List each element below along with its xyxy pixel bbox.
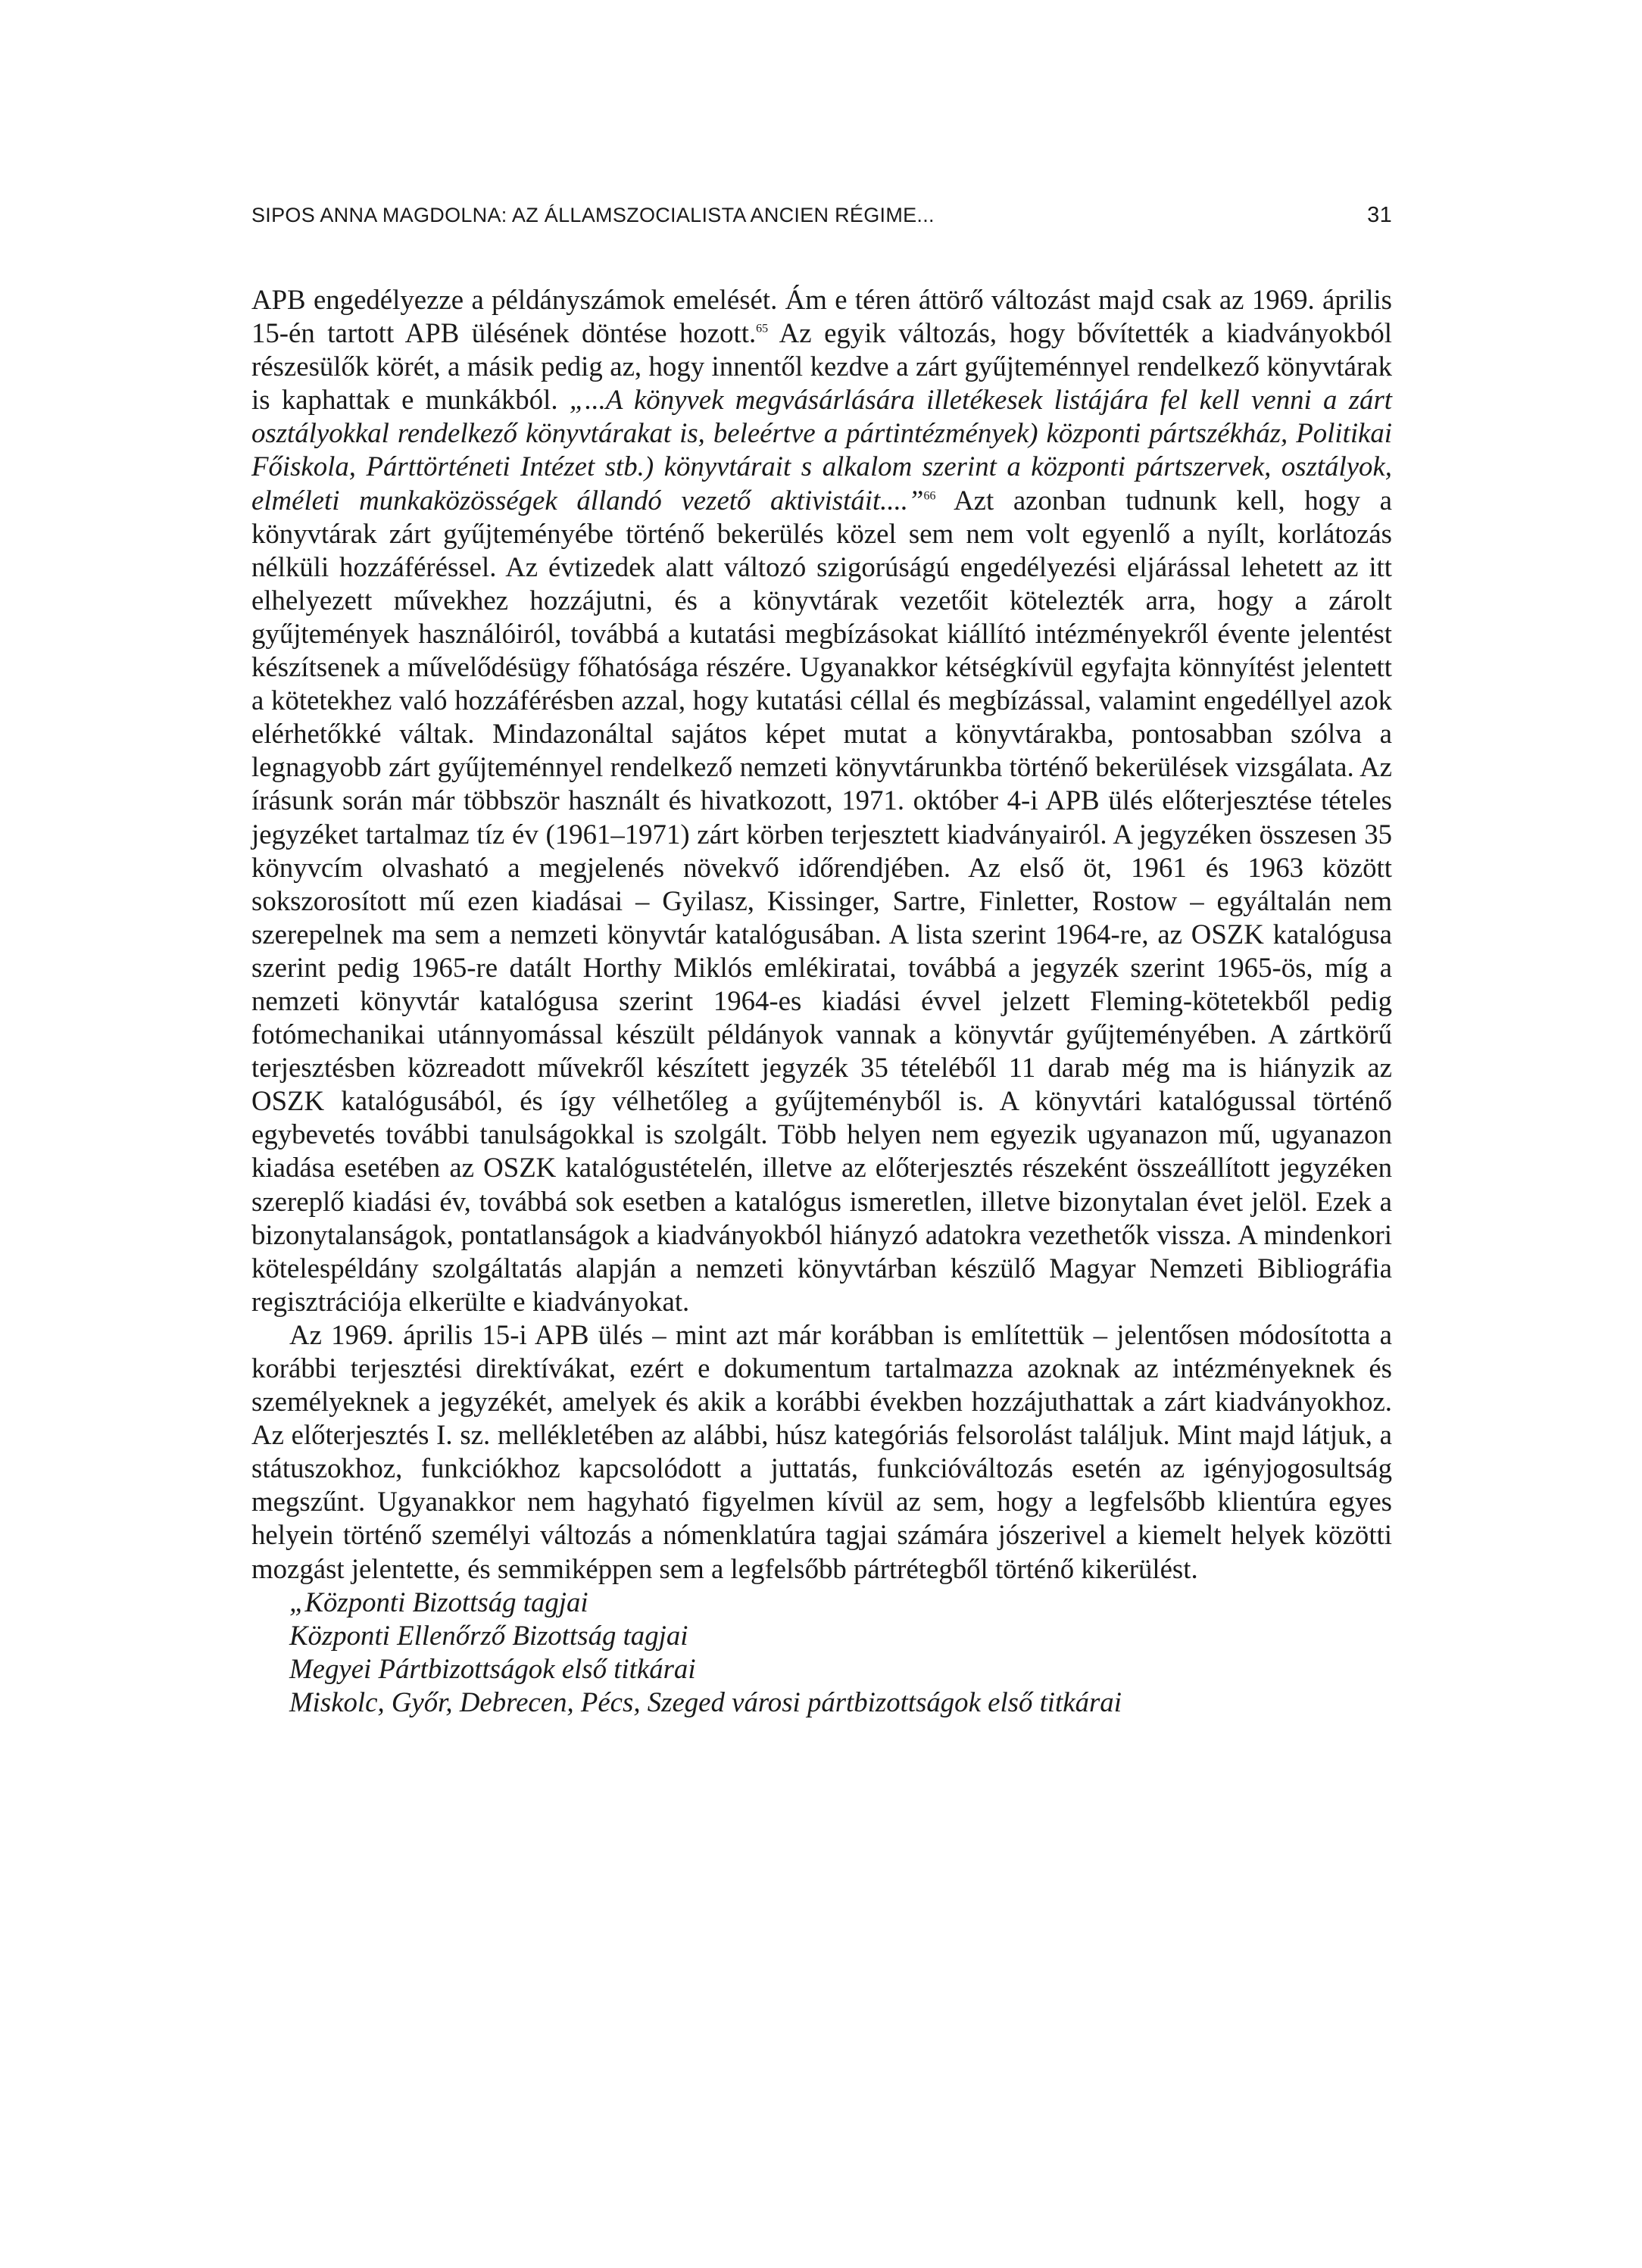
running-header (251, 203, 1392, 233)
list-item: Miskolc, Győr, Debrecen, Pécs, Szeged városi pártbizottságok első titkárai (289, 1686, 1122, 1717)
paragraph-text: Az egyik változás, hogy bővítették a kiadványokból részesülők körét, a másik pedig az, hogy innentől kezdve a zárt gyűjteménnyel rendelkező könyvtárak is kaphattak e munkákból. (251, 317, 1392, 416)
footnote-ref-65[interactable]: 65 (756, 322, 769, 335)
list-item: Központi Ellenőrző Bizottság tagjai (289, 1619, 688, 1651)
paragraph: Az 1969. április 15-i APB ülés – mint azt már korábban is említettük – jelentősen módosította a korábbi terjesztési direktívákat, ezért e dokumentum tartalmazza azoknak az intézményeknek és személyeknek a jegyzékét, amelyek és akik a korábbi években hozzájuthattak a zárt kiadványokhoz. Az előterjesztés I. sz. mellékletében az alábbi, húsz kategóriás felsorolást találjuk. Mint majd látjuk, a státuszokhoz, funkciókhoz kapcsolódott a juttatás, funkcióváltozás esetén az igényjogosultság megszűnt. Ugyanakkor nem hagyható figyelmen kívül az sem, hogy a legfelsőbb klientúra egyes helyein történő személyi változás a nómenklatúra tagjai számára jószerivel a kiemelt helyek közötti mozgást jelentette, és semmiképpen sem a legfelsőbb pártrétegből történő kikerülést. (251, 1318, 1392, 1584)
block-quote: „...A könyvek megvásárlására illetékesek listájára fel kell venni a zárt osztályokkal rendelkező könyvtárakat is, beleértve a pártintézmények) központi pártszékház, Politikai Főiskola, Párttörténeti Intézet stb.) könyvtárait s alkalom szerint a központi pártszervek, osztályok, elméleti munkaközösségek állandó vezető aktivistáit....” (251, 384, 1392, 516)
body-text (251, 283, 1392, 1719)
paragraph-text: Azt azonban tudnunk kell, hogy a könyvtárak zárt gyűjteményébe történő bekerülés közel sem nem volt egyenlő a nyílt, korlátozás nélküli hozzáféréssel. Az évtizedek alatt változó szigorúságú engedélyezési eljárással lehetett az itt elhelyezett művekhez hozzájutni, és a könyvtárak vezetőit kötelezték arra, hogy a zárolt gyűjtemények használóiról, továbbá a kutatási megbízásokat kiállító intézményekről évente jelentést készítsenek a művelődésügy főhatósága részére. Ugyanakkor kétségkívül egyfajta könnyítést jelentett a kötetekhez való hozzáférésben azzal, hogy kutatási céllal és megbízással, valamint engedéllyel azok elérhetőkké váltak. Mindazonáltal sajátos képet mutat a könyvtárakba, pontosabban szólva a legnagyobb zárt gyűjteménnyel rendelkező nemzeti könyvtárunkba történő bekerülések vizsgálata. Az írásunk során már többször használt és hivatkozott, 1971. október 4-i APB ülés előterjesztése tételes jegyzéket tartalmaz tíz év (1961–1971) zárt körben terjesztett kiadványairól. A jegyzéken összesen 35 könyvcím olvasható a megjelenés növekvő időrendjében. Az első öt, 1961 és 1963 között sokszorosított mű ezen kiadásai – Gyilasz, Kissinger, Sartre, Finletter, Rostow – egyáltalán nem szerepelnek ma sem a nemzeti könyvtár katalógusában. A lista szerint 1964-re, az OSZK katalógusa szerint pedig 1965-re datált Horthy Miklós emlékiratai, továbbá a jegyzék szerint 1965-ös, míg a nemzeti könyvtár katalógusa szerint 1964-es kiadási évvel jelzett Fleming-kötetekből pedig fotómechanikai utánnyomással készült példányok vannak a könyvtár gyűjteményében. A zártkörű terjesztésben közreadott művekről készített jegyzék 35 tételéből 11 darab még ma is hiányzik az OSZK katalógusából, és így vélhetőleg a gyűjteményből is. A könyvtári katalógussal történő egybevetés további tanulságokkal is szolgált. Több helyen nem egyezik ugyanazon mű, ugyanazon kiadása esetében az OSZK katalógustételén, illetve az előterjesztés részeként összeállított jegyzéken szereplő kiadási év, továbbá sok esetben a katalógus ismeretlen, illetve bizonytalan évet jelöl. Ezek a bizonytalanságok, pontatlanságok a kiadványokból hiányzó adatokra vezethetők vissza. A mindenkori kötelespéldány szolgáltatás alapján a nemzeti könyvtárban készülő Magyar Nemzeti Bibliográfia regisztrációja elkerülte e kiadványokat. (251, 484, 1392, 1317)
paragraph-text: APB engedélyezze a példányszámok emelését. Ám e téren áttörő változást majd csak az 1969. április 15-én tartott APB ülésének döntése hozott. (251, 284, 1392, 349)
paragraph (251, 283, 1392, 1318)
list-item: Megyei Pártbizottságok első titkárai (289, 1652, 696, 1684)
page-number: 31 (1367, 203, 1392, 227)
footnote-ref-66[interactable]: 66 (923, 489, 936, 503)
document-page (251, 203, 1392, 1719)
running-title: SIPOS ANNA MAGDOLNA: AZ ÁLLAMSZOCIALISTA ANCIEN RÉGIME... (251, 204, 935, 226)
list-item: „Központi Bizottság tagjai (289, 1586, 588, 1618)
category-list (289, 1586, 1392, 1719)
